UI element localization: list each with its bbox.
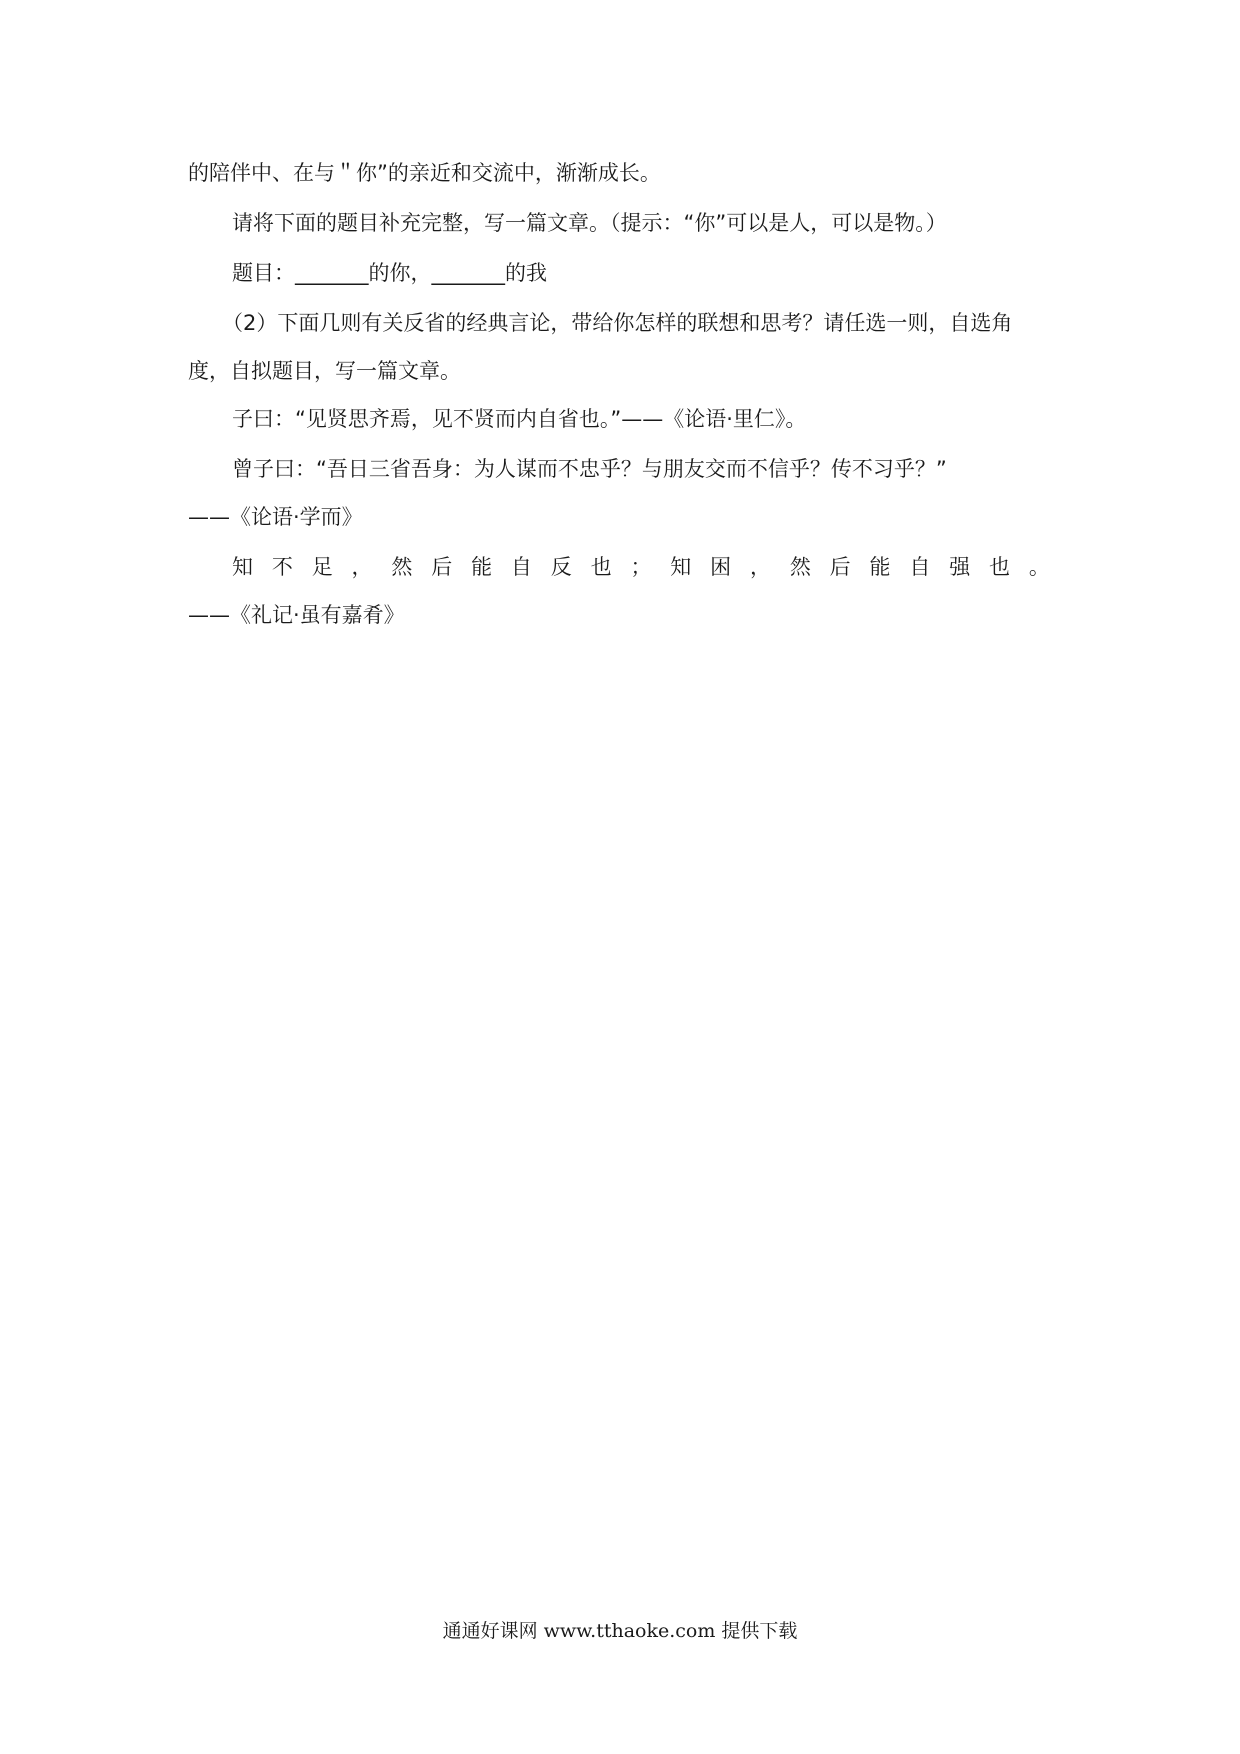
- text-line-2: 请将下面的题目补充完整，写一篇文章。（提示：“你”可以是人，可以是物。）: [232, 211, 947, 235]
- text-line-6: 子曰：“见贤思齐焉，见不贤而内自省也。”——《论语·里仁》。: [232, 407, 807, 431]
- footer-download-note: 通通好课网 www.tthaoke.com 提供下载: [442, 1620, 798, 1642]
- text-line-4: （2）下面几则有关反省的经典言论，带给你怎样的联想和思考？请任选一则，自选角: [222, 311, 1013, 335]
- text-line-8: ——《论语·学而》: [188, 505, 363, 529]
- text-line-5: 度，自拟题目，写一篇文章。: [188, 359, 461, 383]
- text-line-9: 知 不 足 ， 然 后 能 自 反 也 ； 知 困 ， 然 后 能 自 强 也 。: [232, 555, 1050, 579]
- text-line-1: 的陪伴中、在与＂你”的亲近和交流中，渐渐成长。: [188, 161, 661, 185]
- text-line-3: 题目：_______的你，_______的我: [232, 261, 547, 285]
- text-line-10: ——《礼记·虽有嘉肴》: [188, 603, 405, 627]
- text-line-7: 曾子曰：“吾日三省吾身：为人谋而不忠乎？与朋友交而不信乎？传不习乎？”: [232, 457, 947, 481]
